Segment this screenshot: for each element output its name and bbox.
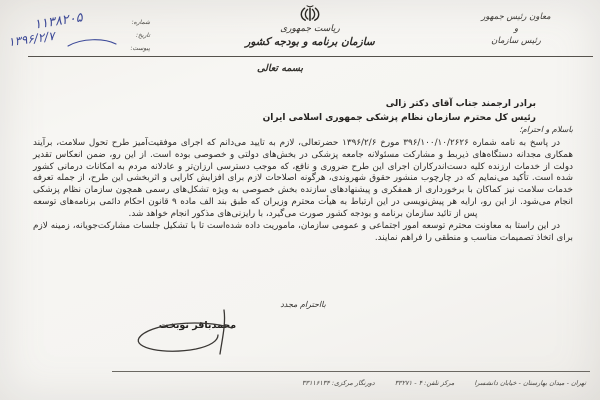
besmellah-invocation: بسمه تعالی <box>257 63 303 74</box>
signature-closing: بااحترام مجدد <box>280 300 326 309</box>
footer-address: تهران - میدان بهارستان - خیابان دانشسرا <box>474 379 586 387</box>
body-paragraph-1: در پاسخ به نامه شماره ۳۹۶/۱۰۰/۱۰/۲۶۲۶ مورخ ۱۳۹۶/۲/۶ حضرتعالی، لازم به تایید می‌دانم که اجرای موفقیت‌آمیز طرح تحول سلامت، برآیند همکاری مجدانه دستگاه‌های ذیربط و مشارکت مسئولانه جامعه پزشکی در بخش‌های دولتی و خصوصی بوده است. از این رو، ضمن انعکاس تقدیر دولت از خدمات ارزنده کلیه دست‌اندرکاران اجرای این طرح ضروری و نافع، که موجب دسترسی ارزان‌تر و عادلانه مردم به امکانات درمانی کشور شده است. تأکید می‌نمایم که در چارچوب منشور حقوق شهروندی، هرگونه اصلاحات لازم برای افزایش کارایی و اثربخشی این طرح، از جمله تعرفه خدمات سلامت نیز کماکان با برخورداری از همفکری و پیشنهادهای سازنده بخش خصوصی به ویژه تشکل‌های رسمی همچون سازمان نظام پزشکی انجام می‌شود. از این رو، ارایه هر پیش‌نویسی در این ارتباط به هیأت محترم وزیران که طبق بند الف ماده ۹ قانون احکام دائمی برنامه‌های توسعه پس از تائید سازمان برنامه و بودجه کشور صورت می‌گیرد، با رایزنی‌های مذکور انجام خواهد شد. <box>33 138 573 219</box>
recipient-title-line: رئیس کل محترم سازمان نظام پزشکی جمهوری اسلامی ایران <box>262 112 536 123</box>
body-paragraph-2: در این راستا به معاونت محترم توسعه امور اجتماعی و عمومی سازمان، ماموریت داده شده‌است تا با تشکیل جلسات مشارکت‌جویانه، زمینه لازم برای اتخاذ تصمیمات مناسب و منطقی را فراهم نمایند. <box>33 221 573 243</box>
handwritten-flourish <box>66 36 118 50</box>
footer-fax: دورنگار مرکزی: ۳۳۱۱۶۱۳۴ <box>301 379 375 387</box>
office-title-line2: و <box>513 24 519 34</box>
number-label: شماره: <box>131 19 150 26</box>
letterhead-office-titles <box>462 11 570 47</box>
recipient-name-line: برادر ارجمند جناب آقای دکتر زالی <box>385 99 536 109</box>
date-label: تاریخ: <box>136 32 150 39</box>
letterhead-reference-block <box>4 6 164 58</box>
recipient-block <box>263 98 536 125</box>
footer-divider-line <box>112 371 590 372</box>
presidency-title: ریاست جمهوری <box>280 24 340 34</box>
office-title-line1: معاون رئیس جمهور <box>481 12 551 22</box>
iran-national-emblem-icon <box>298 4 322 22</box>
header-divider-line <box>28 56 593 57</box>
reference-labels <box>116 16 150 55</box>
handwritten-signature <box>128 298 256 360</box>
footer-contact-row <box>302 379 586 387</box>
letter-body <box>33 138 573 245</box>
signatory-name: محمدباقر نوبخت <box>158 320 237 331</box>
handwritten-letter-date: ۱۳۹۶/۲/۷ <box>7 28 56 50</box>
organization-title: سازمان برنامه و بودجه کشور <box>245 36 375 48</box>
attachment-label: پیوست: <box>130 45 150 52</box>
letterhead-center <box>225 4 395 49</box>
office-title-line3: رئیس سازمان <box>491 36 541 46</box>
salutation-line: باسلام و احترام؛ <box>519 125 573 134</box>
handwritten-letter-number: ۱۱۳۸۲۰۵ <box>33 10 84 33</box>
footer-phone: مرکز تلفن: ۴ - ۳۳۲۷۱ <box>394 379 455 387</box>
